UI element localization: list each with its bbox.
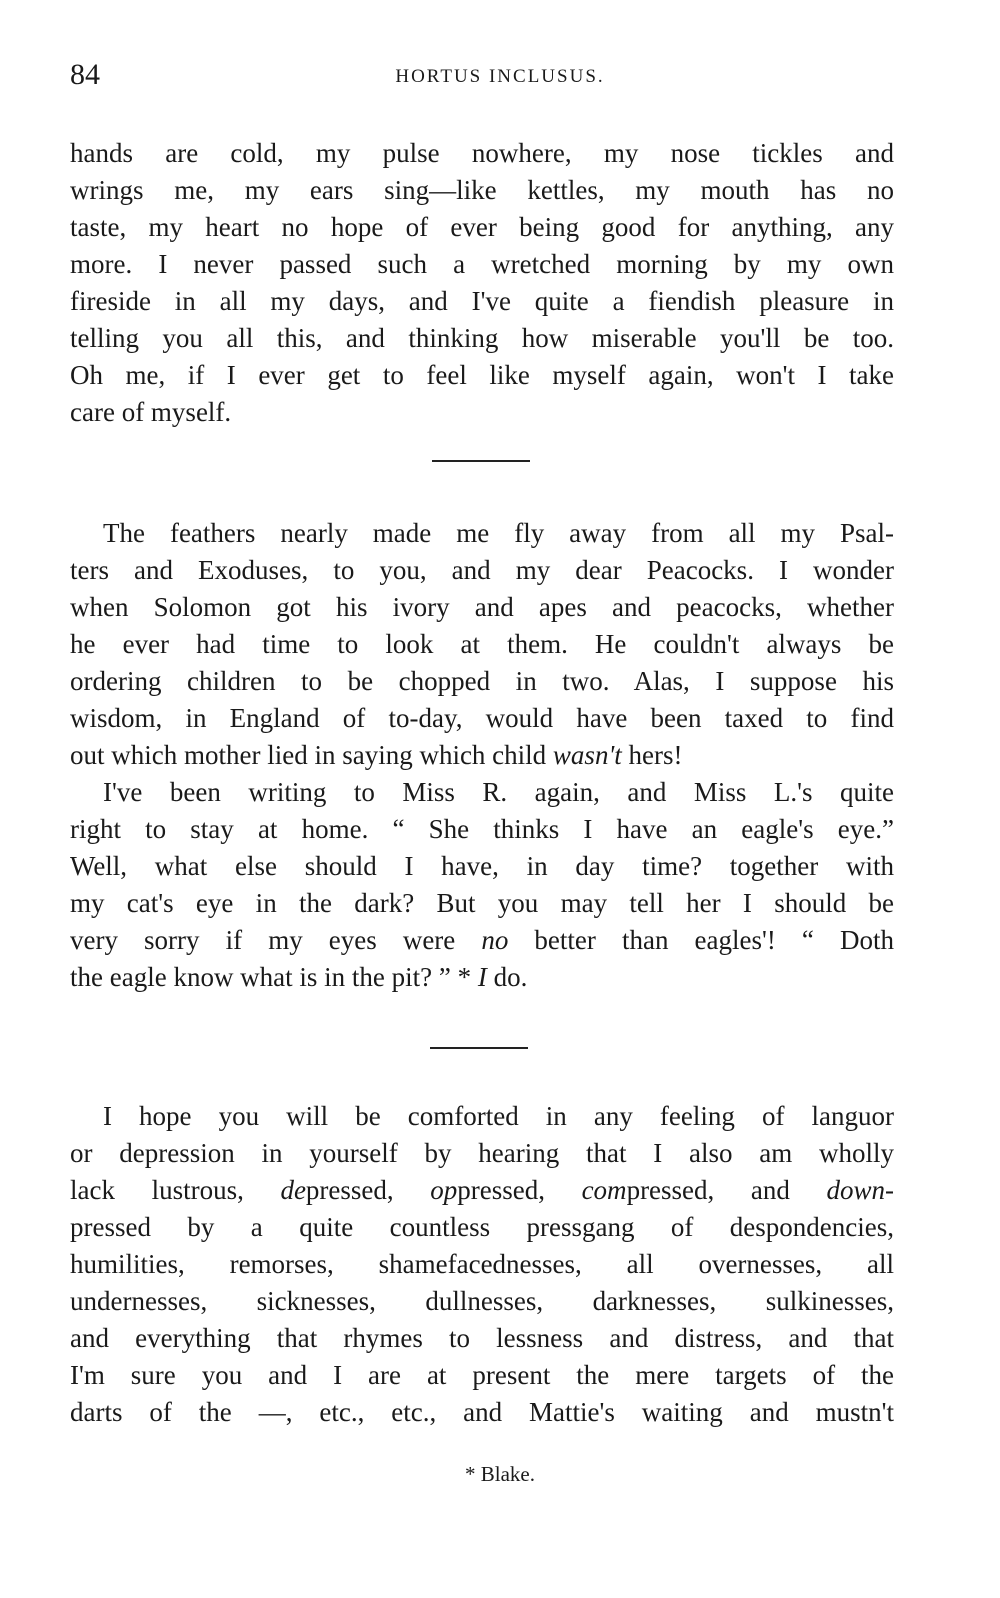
text-run: pressed, — [305, 1175, 431, 1205]
italic-text: op — [430, 1175, 458, 1205]
section-3 — [70, 1098, 894, 1431]
text-line: I've been writing to Miss R. again, and Miss L.'s quite — [103, 777, 894, 807]
text-line: taste, my heart no hope of ever being good for anything, any — [70, 212, 894, 242]
text-line: undernesses, sicknesses, dullnesses, darknesses, sulkinesses, — [70, 1286, 894, 1316]
text-run: out which mother lied in saying which child — [70, 740, 553, 770]
text-line: right to stay at home. “ She thinks I have an eagle's eye.” — [70, 814, 894, 844]
text-line: when Solomon got his ivory and apes and peacocks, whether — [70, 592, 894, 622]
text-line: my cat's eye in the dark? But you may tell her I should be — [70, 888, 894, 918]
text-run: do. — [486, 962, 528, 992]
text-line: ordering children to be chopped in two. Alas, I suppose his — [70, 666, 894, 696]
italic-text: down- — [826, 1175, 894, 1205]
text-line: hands are cold, my pulse nowhere, my nose tickles and — [70, 138, 894, 168]
italic-text: no — [481, 925, 509, 955]
text-line: humilities, remorses, shamefacednesses, all overnesses, all — [70, 1249, 894, 1279]
text-run: better than eagles'! “ Doth — [508, 925, 894, 955]
text-line: The feathers nearly made me fly away from all my Psal- — [103, 518, 894, 548]
text-line: wrings me, my ears sing—like kettles, my mouth has no — [70, 175, 894, 205]
section-1 — [70, 135, 894, 431]
text-line: care of myself. — [70, 397, 232, 427]
footnote: * Blake. — [465, 1462, 535, 1486]
text-line — [70, 737, 894, 774]
text-line: ters and Exoduses, to you, and my dear Peacocks. I wonder — [70, 555, 894, 585]
section-divider — [432, 460, 530, 462]
italic-text: I — [477, 962, 487, 992]
text-line: and everything that rhymes to lessness and distress, and that — [70, 1323, 894, 1353]
text-run: pressed, — [457, 1175, 582, 1205]
page-number: 84 — [70, 58, 100, 91]
text-line: I'm sure you and I are at present the mere targets of the — [70, 1360, 894, 1390]
text-line: he ever had time to look at them. He couldn't always be — [70, 629, 894, 659]
text-line — [70, 959, 894, 996]
text-run: lack lustrous, — [70, 1175, 281, 1205]
text-run: pressed, and — [626, 1175, 827, 1205]
section-divider — [430, 1047, 528, 1049]
text-line — [70, 922, 894, 959]
text-line: telling you all this, and thinking how miserable you'll be too. — [70, 323, 894, 353]
text-line: pressed by a quite countless pressgang of despondencies, — [70, 1212, 894, 1242]
text-run: very sorry if my eyes were — [70, 925, 482, 955]
text-run: hers! — [621, 740, 683, 770]
italic-text: com — [581, 1175, 627, 1205]
text-line: Oh me, if I ever get to feel like myself again, won't I take — [70, 360, 894, 390]
text-line: wisdom, in England of to-day, would have been taxed to find — [70, 703, 894, 733]
text-line: I hope you will be comforted in any feeling of languor — [103, 1101, 894, 1131]
text-line: or depression in yourself by hearing that I also am wholly — [70, 1138, 894, 1168]
running-title: HORTUS INCLUSUS. — [395, 66, 605, 87]
text-run: the eagle know what is in the pit? ” * — [70, 962, 478, 992]
section-2 — [70, 515, 894, 996]
text-line: darts of the —, etc., etc., and Mattie's waiting and mustn't — [70, 1397, 894, 1427]
italic-text: de — [280, 1175, 306, 1205]
text-line: Well, what else should I have, in day time? together with — [70, 851, 894, 881]
text-line — [70, 1172, 894, 1209]
italic-text: wasn't — [552, 740, 622, 770]
text-line: fireside in all my days, and I've quite a fiendish pleasure in — [70, 286, 894, 316]
text-line: more. I never passed such a wretched morning by my own — [70, 249, 894, 279]
